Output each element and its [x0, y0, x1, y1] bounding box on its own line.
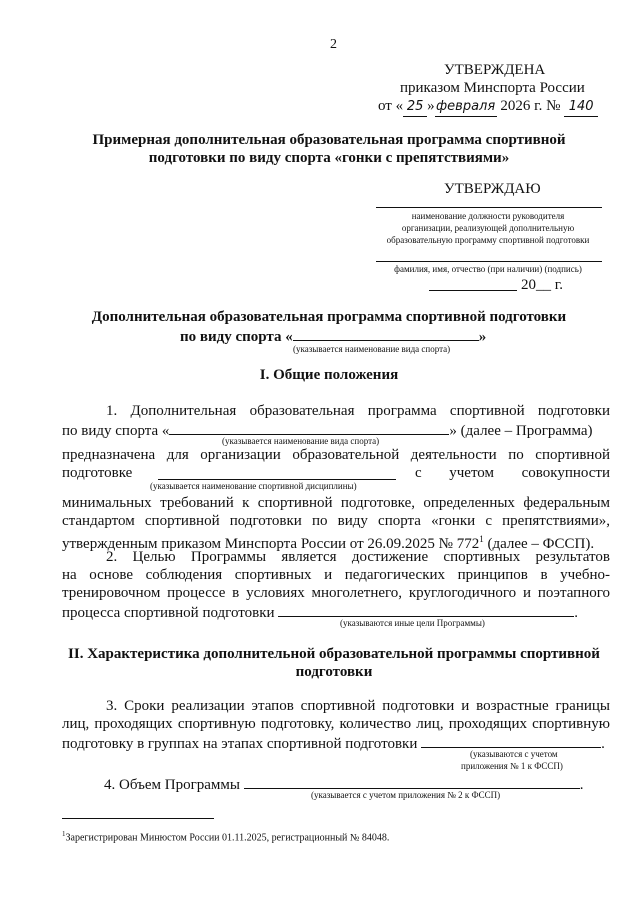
p1-line-3: предназначена для организации образовательной деятельности по спортивной [62, 447, 610, 463]
p2-line-4-end: . [574, 605, 579, 621]
p4-label: 4. Объем Программы [104, 777, 240, 793]
approval-month: февраля [435, 97, 497, 117]
approve-heading: УТВЕРЖДАЮ [444, 181, 541, 197]
p2-goals-blank [278, 602, 574, 617]
date-prefix: от « [378, 98, 404, 114]
approval-number: 140 [564, 97, 598, 117]
p1-line-2-b: » (далее – Программа) [449, 423, 593, 439]
page-number: 2 [330, 37, 337, 52]
approval-order-line: приказом Минспорта России [400, 80, 585, 96]
p1-line-2-a: по виду спорта « [62, 423, 170, 439]
p3-hint-2: приложения № 1 к ФССП) [461, 761, 563, 771]
approval-heading: УТВЕРЖДЕНА [444, 62, 546, 78]
position-hint-2: организации, реализующей дополнительную [401, 223, 575, 233]
p1-sport-blank [169, 420, 449, 435]
sport-name-blank [293, 326, 479, 341]
p1-line-7-b: (далее – ФССП). [483, 536, 595, 552]
position-hint-1: наименование должности руководителя [411, 211, 565, 221]
p1-sport-hint: (указывается наименование вида спорта) [222, 436, 380, 446]
p3-hint-1: (указываются с учетом [470, 749, 558, 759]
footnote-mark: 1 [62, 830, 66, 838]
approval-day: 25 [403, 97, 427, 117]
program-title-suffix: » [478, 329, 487, 345]
title-line-2: подготовки по виду спорта «гонки с препятствиями» [148, 150, 510, 166]
approval-date-line [378, 97, 598, 117]
footnote-ref: 1 [479, 534, 484, 544]
section-2-heading-line-1: II. Характеристика дополнительной образовательной программы спортивной [68, 646, 600, 662]
date-mid: » [427, 98, 435, 114]
footnote-text: Зарегистрирован Минюстом России 01.11.2025, регистрационный № 84048. [65, 832, 390, 844]
p1-discipline-hint: (указывается наименование спортивной дисциплины) [150, 481, 357, 491]
p1-line-4-a: подготовке [62, 465, 133, 481]
section-1-heading: I. Общие положения [259, 367, 399, 383]
p1-line-4-b: с учетом совокупности [415, 465, 610, 481]
p2-line-4-text: процесса спортивной подготовки [62, 605, 275, 621]
p1-line-5: минимальных требований к спортивной подготовке, определенных федеральным [62, 495, 610, 511]
p2-line-2: на основе соблюдения спортивных и педагогических принципов в учебно- [62, 567, 610, 583]
p2-line-1: 2. Целью Программы является достижение спортивных результатов [106, 549, 610, 565]
p1-line-1: 1. Дополнительная образовательная программа спортивной подготовки [106, 403, 610, 419]
program-title-prefix: по виду спорта « [180, 329, 293, 345]
date-blank-line [429, 290, 517, 291]
p2-line-4 [62, 602, 578, 623]
title-line-1: Примерная дополнительная образовательная программа спортивной [92, 132, 566, 148]
footnote-separator [62, 818, 214, 819]
p1-line-6: стандартом спортивной подготовки по виду спорта «гонки с препятствиями», [62, 513, 610, 529]
p3-line-1: 3. Сроки реализации этапов спортивной подготовки и возрастные границы [106, 698, 610, 714]
p4-end: . [579, 777, 584, 793]
p2-line-3: тренировочном процессе в условиях многолетнего, круглогодичного и поэтапного [62, 585, 610, 601]
p3-terms-blank [421, 733, 601, 748]
position-hint-3: образовательную программу спортивной подготовки [386, 235, 590, 245]
p4-volume-blank [244, 774, 580, 789]
footnote [62, 828, 389, 844]
date-year: 2026 г. № [500, 98, 561, 114]
p2-goals-hint: (указываются иные цели Программы) [340, 618, 485, 628]
p1-discipline-blank [158, 479, 396, 480]
name-blank-line [376, 261, 602, 262]
name-hint: фамилия, имя, отчество (при наличии) (подпись) [394, 264, 582, 274]
sport-name-hint: (указывается наименование вида спорта) [293, 344, 451, 354]
p3-line-2: лиц, проходящих спортивную подготовку, количество лиц, проходящих спортивную [62, 716, 610, 732]
p3-line-3-end: . [601, 736, 605, 752]
section-2-heading-line-2: подготовки [295, 664, 373, 680]
approve-year: 20__ г. [521, 277, 563, 293]
position-blank-line [376, 207, 602, 208]
program-title-line-1: Дополнительная образовательная программа спортивной подготовки [91, 309, 567, 325]
p4-hint: (указывается с учетом приложения № 2 к ФССП) [311, 790, 501, 800]
p1-line-7-a: утвержденным приказом Минспорта России от 26.09.2025 № 772 [62, 536, 480, 552]
p3-line-3-text: подготовку в группах на этапах спортивной подготовки [62, 736, 418, 752]
